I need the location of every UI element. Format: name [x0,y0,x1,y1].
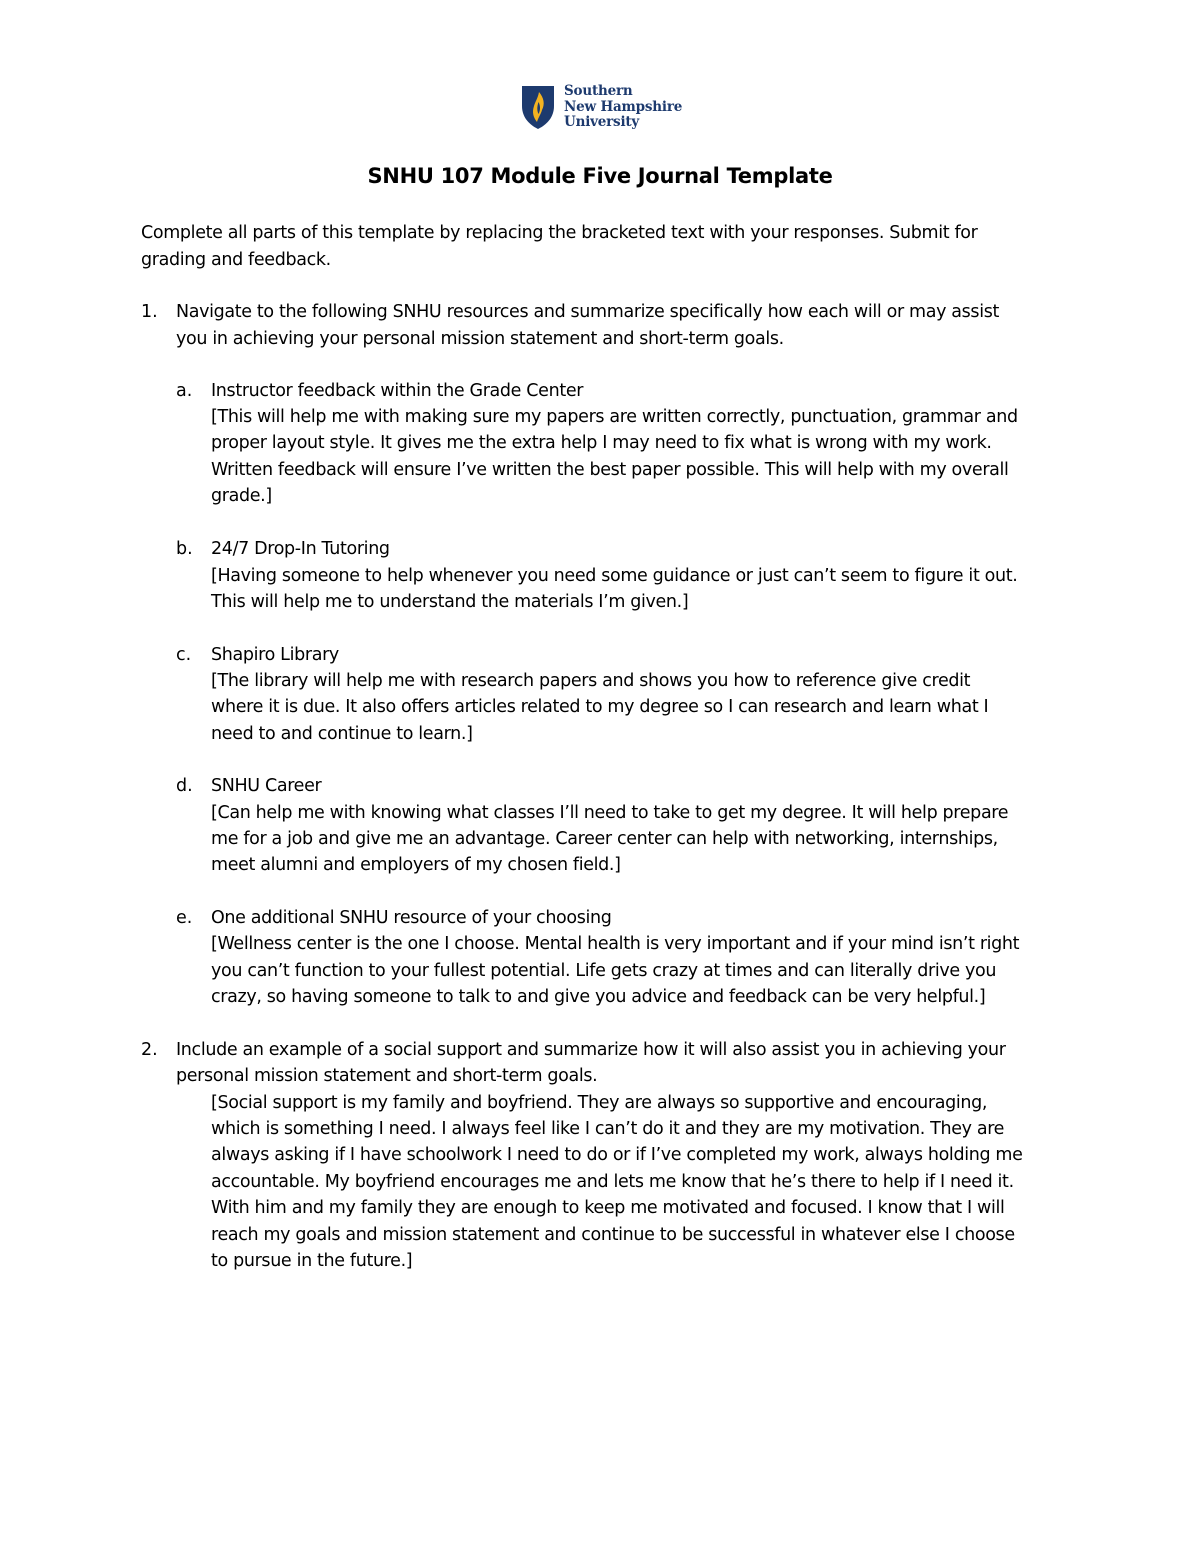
shield-flame-icon [520,84,556,130]
q2-answer-line-6: reach my goals and mission statement and continue to be successful in whatever else I choose [211,1225,1015,1245]
q1c-answer-line-1: [The library will help me with research papers and shows you how to reference give credit [211,671,971,691]
q1e-answer-line-1: [Wellness center is the one I choose. Mental health is very important and if your mind isn’t right [211,934,1020,954]
q1-line-2: you in achieving your personal mission statement and short-term goals. [176,329,784,349]
q2-answer-line-2: which is something I need. I always feel like I can’t do it and they are my motivation. They are [211,1119,1005,1139]
q1c-letter: c. [176,645,192,665]
q1e-answer-line-3: crazy, so having someone to talk to and give you advice and feedback can be very helpful.] [211,987,986,1007]
instructions-line-2: grading and feedback. [141,250,331,270]
q1b-heading: 24/7 Drop-In Tutoring [211,539,390,559]
page-title: SNHU 107 Module Five Journal Template [367,164,833,188]
q1e-heading: One additional SNHU resource of your choosing [211,908,612,928]
snhu-logo [520,84,690,134]
q2-answer-line-7: to pursue in the future.] [211,1251,413,1271]
q1a-letter: a. [176,381,193,401]
q1a-answer-line-4: grade.] [211,486,272,506]
q1e-letter: e. [176,908,193,928]
q2-answer-line-3: always asking if I have schoolwork I need to do or if I’ve completed my work, always holding me [211,1145,1023,1165]
q1b-answer-line-1: [Having someone to help whenever you need some guidance or just can’t seem to figure it out. [211,566,1018,586]
q1e-answer-line-2: you can’t function to your fullest potential. Life gets crazy at times and can literally drive you [211,961,997,981]
q1c-heading: Shapiro Library [211,645,339,665]
q2-answer-line-5: With him and my family they are enough to keep me motivated and focused. I know that I will [211,1198,1005,1218]
q2-answer-line-1: [Social support is my family and boyfriend. They are always so supportive and encouraging, [211,1093,988,1113]
q2-line-1: Include an example of a social support and summarize how it will also assist you in achieving your [176,1040,1006,1060]
q1a-heading: Instructor feedback within the Grade Center [211,381,584,401]
logo-line-2: New Hampshire [564,98,683,115]
logo-line-3: University [564,114,640,130]
q1c-answer-line-3: need to and continue to learn.] [211,724,473,744]
q1b-answer-line-2: This will help me to understand the materials I’m given.] [211,592,689,612]
q1d-answer-line-3: meet alumni and employers of my chosen field.] [211,855,621,875]
q1d-answer-line-2: me for a job and give me an advantage. Career center can help with networking, internships, [211,829,998,849]
logo-wordmark [564,84,682,131]
q1a-answer-line-1: [This will help me with making sure my papers are written correctly, punctuation, grammar and [211,407,1018,427]
q1d-answer-line-1: [Can help me with knowing what classes I’ll need to take to get my degree. It will help prepare [211,803,1009,823]
q1c-answer-line-2: where it is due. It also offers articles related to my degree so I can research and learn what I [211,697,989,717]
q2-number: 2. [141,1040,158,1060]
q1b-letter: b. [176,539,193,559]
q1d-heading: SNHU Career [211,776,322,796]
q1a-answer-line-2: proper layout style. It gives me the extra help I may need to fix what is wrong with my work. [211,433,992,453]
q1d-letter: d. [176,776,193,796]
logo-line-1: Southern [564,83,633,99]
q1-line-1: Navigate to the following SNHU resources and summarize specifically how each will or may assist [176,302,999,322]
q2-line-2: personal mission statement and short-term goals. [176,1066,598,1086]
q1-number: 1. [141,302,158,322]
q1a-answer-line-3: Written feedback will ensure I’ve written the best paper possible. This will help with my overall [211,460,1009,480]
instructions-line-1: Complete all parts of this template by replacing the bracketed text with your responses. Submit for [141,223,978,243]
q2-answer-line-4: accountable. My boyfriend encourages me and lets me know that he’s there to help if I need it. [211,1172,1014,1192]
